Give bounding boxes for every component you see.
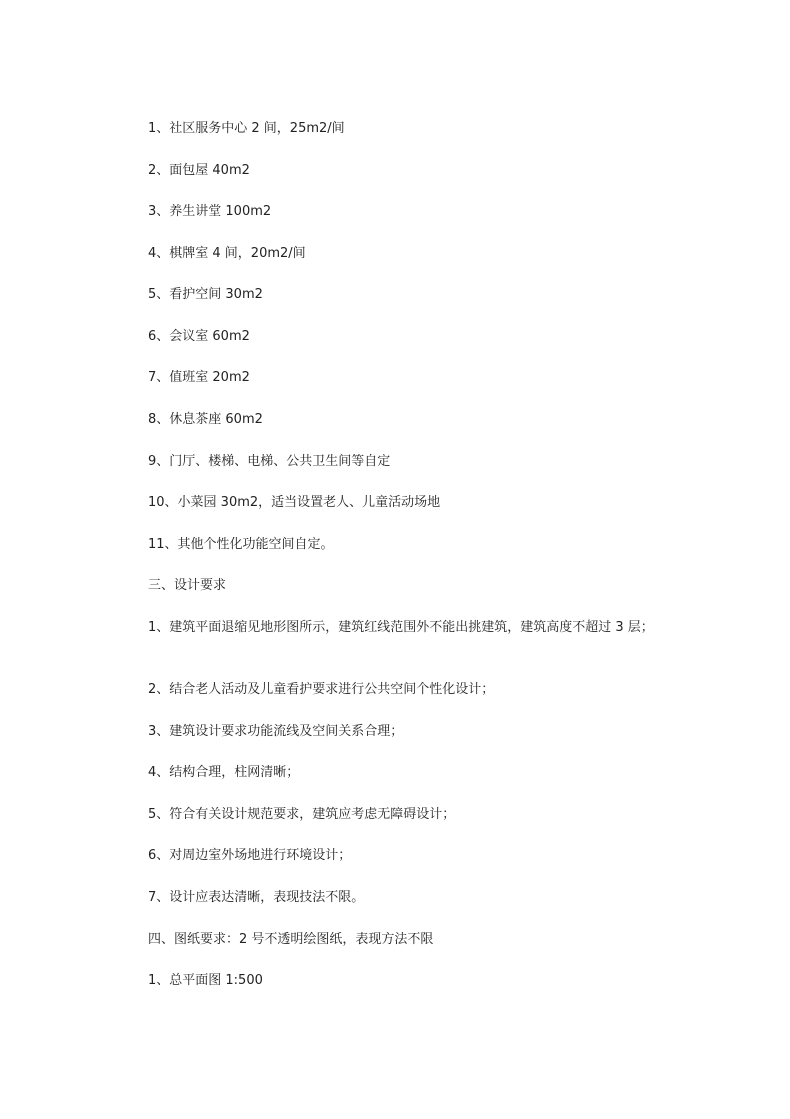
list-item: 5、看护空间 30m2	[148, 287, 263, 302]
list-item: 3、养生讲堂 100m2	[148, 204, 272, 219]
list-item: 11、其他个性化功能空间自定。	[148, 537, 334, 552]
list-item: 3、建筑设计要求功能流线及空间关系合理；	[148, 724, 404, 739]
list-item: 7、值班室 20m2	[148, 370, 250, 385]
list-item: 4、结构合理，柱网清晰；	[148, 765, 300, 780]
list-item: 6、对周边室外场地进行环境设计；	[148, 848, 352, 863]
list-item: 5、符合有关设计规范要求，建筑应考虑无障碍设计；	[148, 807, 456, 822]
list-item: 2、面包屋 40m2	[148, 163, 250, 178]
list-item: 1、社区服务中心 2 间，25m2/间	[148, 121, 345, 136]
section-heading: 三、设计要求	[148, 578, 227, 593]
list-item: 7、设计应表达清晰，表现技法不限。	[148, 890, 365, 905]
list-item: 9、门厅、楼梯、电梯、公共卫生间等自定	[148, 454, 391, 469]
section-heading: 四、图纸要求：2 号不透明绘图纸，表现方法不限	[148, 932, 434, 947]
list-item: 8、休息茶座 60m2	[148, 412, 263, 427]
list-item: 2、结合老人活动及儿童看护要求进行公共空间个性化设计；	[148, 682, 495, 697]
list-item: 6、会议室 60m2	[148, 329, 250, 344]
list-item: 4、棋牌室 4 间，20m2/间	[148, 246, 306, 261]
list-item: 10、小菜园 30m2，适当设置老人、儿童活动场地	[148, 495, 441, 510]
list-item: 1、总平面图 1:500	[148, 973, 263, 988]
list-item: 1、建筑平面退缩见地形图所示，建筑红线范围外不能出挑建筑，建筑高度不超过 3 层；	[148, 620, 654, 635]
